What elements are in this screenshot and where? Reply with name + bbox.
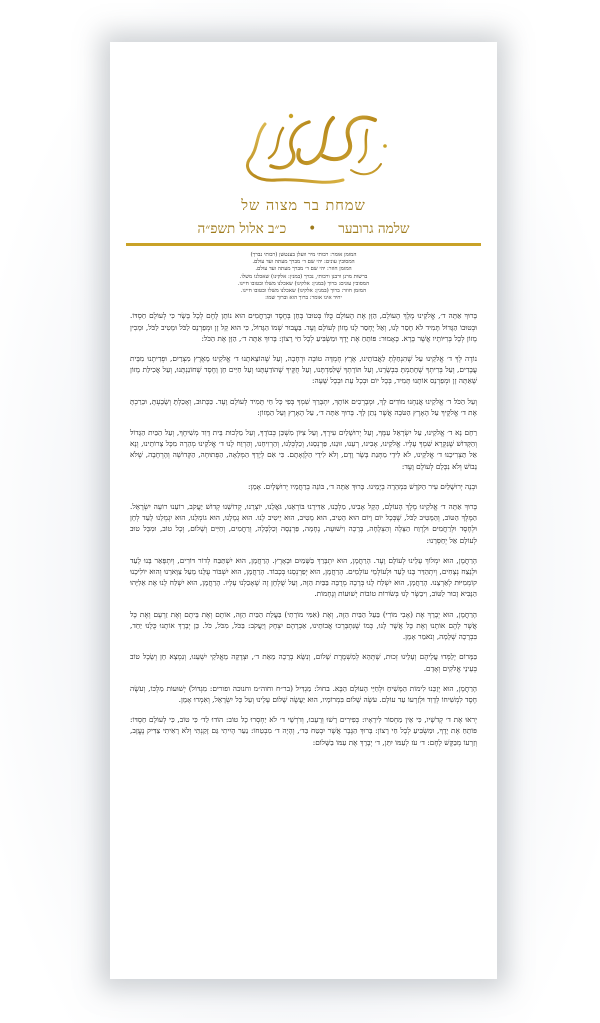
gold-divider [126, 243, 481, 246]
event-details [130, 221, 477, 237]
zimun-line: המסובין עונים: יהי שם ד׳ מברך מעתה ועד עולם. [252, 259, 355, 266]
paragraph: הָרַחֲמָן, הוּא יְזַכֵּנוּ לִימוֹת הַמָּשִׁיחַ וּלְחַיֵּי הָעוֹלָם הַבָּא. בחול: מַגְדִּיל (בר״ח וחוה״מ וחנוכה ופורים: מִגְדּוֹל) יְשׁוּעוֹת מַלְכּוֹ, וְעֹשֶׂה חֶסֶד לִמְשִׁיחוֹ לְדָוִד וּלְזַרְעוֹ עַד עוֹלָם. עֹשֶׂה שָׁלוֹם בִּמְרוֹמָיו, הוּא יַעֲשֶׂה שָׁלוֹם עָלֵינוּ וְעַל כָּל יִשְׂרָאֵל, וְאִמְרוּ אָמֵן. [130, 683, 477, 704]
zimun-line: ברשות מרנן ורבנן ורבותי, נברך (במנין: אלקינו) שאכלנו משלו. [239, 273, 368, 280]
paragraph: בָּרוּךְ אַתָּה ד׳ אֱלֹקֵינוּ מֶלֶךְ הָעוֹלָם, הָקֵל אָבִינוּ, מַלְכֵּנוּ, אַדִּירֵנוּ בּוֹרְאֵנוּ, גֹּאֲלֵנוּ, יוֹצְרֵנוּ, קְדוֹשֵׁנוּ קְדוֹשׁ יַעֲקֹב, רוֹעֵנוּ רוֹעֵה יִשְׂרָאֵל. הַמֶּלֶךְ הַטּוֹב, וְהַמֵּטִיב לַכֹּל, שֶׁבְּכָל יוֹם וָיוֹם הוּא הֵטִיב, הוּא מֵטִיב, הוּא יֵיטִיב לָנוּ. הוּא גְמָלָנוּ, הוּא גוֹמְלֵנוּ, הוּא יִגְמְלֵנוּ לָעַד לְחֵן וּלְחֶסֶד וּלְרַחֲמִים וּלְרֶוַח הַצָּלָה וְהַצְלָחָה, בְּרָכָה וִישׁוּעָה, נֶחָמָה, פַּרְנָסָה וְכַלְכָּלָה, וְרַחֲמִים, וְחַיִּים וְשָׁלוֹם, וְכָל טוֹב, וּמִכָּל טוּב לְעוֹלָם אַל יְחַסְּרֵנוּ: [130, 502, 477, 545]
event-date: כ״ב אלול תשפ״ה [197, 221, 287, 237]
zimun-line: המזמן חוזר: יהי שם ד׳ מברך מעתה ועד עולם. [255, 266, 352, 273]
paragraph: הָרַחֲמָן, הוּא יִמְלוֹךְ עָלֵינוּ לְעוֹלָם וָעֶד. הָרַחֲמָן, הוּא יִתְבָּרַךְ בַּשָּׁמַיִם וּבָאָרֶץ. הָרַחֲמָן, הוּא יִשְׁתַּבַּח לְדוֹר דּוֹרִים, וְיִתְפָּאַר בָּנוּ לָעַד וּלְנֵצַח נְצָחִים, וְיִתְהַדַּר בָּנוּ לָעַד וּלְעוֹלְמֵי עוֹלָמִים. הָרַחֲמָן, הוּא יְפַרְנְסֵנוּ בְּכָבוֹד. הָרַחֲמָן, הוּא יִשְׁבּוֹר עֻלֵּנוּ מֵעַל צַוָּארֵנוּ וְהוּא יוֹלִיכֵנוּ קוֹמְמִיּוּת לְאַרְצֵנוּ. הָרַחֲמָן, הוּא יִשְׁלַח לָנוּ בְּרָכָה מְרֻבָּה בַּבַּיִת הַזֶּה, וְעַל שֻׁלְחָן זֶה שֶׁאָכַלְנוּ עָלָיו. הָרַחֲמָן, הוּא יִשְׁלַח לָנוּ אֶת אֵלִיָּהוּ הַנָּבִיא זָכוּר לַטּוֹב, וִיבַשֶּׂר לָנוּ בְּשׂוֹרוֹת טוֹבוֹת יְשׁוּעוֹת וְנֶחָמוֹת. [130, 555, 477, 599]
zimun-intro [199, 252, 409, 302]
zimun-line: המזמן חוזר: ברוך (במנין: אלקינו) שאכלנו משלו ובטובו חיינו. [240, 288, 367, 295]
paragraph: בַּמָּרוֹם יְלַמְּדוּ עֲלֵיהֶם וְעָלֵינוּ זְכוּת, שֶׁתְּהֵא לְמִשְׁמֶרֶת שָׁלוֹם, וְנִשָּׂא בְרָכָה מֵאֵת ד׳, וּצְדָקָה מֵאֱלֹקֵי יִשְׁעֵנוּ, וְנִמְצָא חֵן וְשֵׂכֶל טוֹב בְּעֵינֵי אֱלֹקִים וְאָדָם. [130, 652, 477, 673]
child-name: שלמה גרובער [338, 221, 410, 237]
event-title: שמחת בר מצוה של [241, 198, 366, 214]
zimun-line: יחיד אינו אומר: ברוך הוא וברוך שמו: [265, 295, 342, 302]
paragraph: הָרַחֲמָן, הוּא יְבָרֵךְ אֶת (אָבִי מוֹרִי) בַּעַל הַבַּיִת הַזֶּה, וְאֶת (אִמִּי מוֹרָתִי) בַּעֲלַת הַבַּיִת הַזֶּה, אוֹתָם וְאֶת בֵּיתָם וְאֶת זַרְעָם וְאֶת כָּל אֲשֶׁר לָהֶם אוֹתָנוּ וְאֶת כָּל אֲשֶׁר לָנוּ, כְּמוֹ שֶׁנִּתְבָּרְכוּ אֲבוֹתֵינוּ, אַבְרָהָם יִצְחָק וְיַעֲקֹב: בַּכֹּל, מִכֹּל, כֹּל. כֵּן יְבָרֵךְ אוֹתָנוּ כֻּלָּנוּ יַחַד, בִּבְרָכָה שְׁלֵמָה, וְנֹאמַר אָמֵן. [130, 609, 477, 642]
paragraph: וְעַל הַכֹּל ד׳ אֱלֹקֵינוּ אֲנַחְנוּ מוֹדִים לָךְ, וּמְבָרְכִים אוֹתָךְ, יִתְבָּרַךְ שִׁמְךָ בְּפִי כָּל חַי תָּמִיד לְעוֹלָם וָעֶד. כַּכָּתוּב, וְאָכַלְתָּ וְשָׂבָעְתָּ, וּבֵרַכְתָּ אֶת ד׳ אֱלֹקֶיךָ עַל הָאָרֶץ הַטֹּבָה אֲשֶׁר נָתַן לָךְ. בָּרוּךְ אַתָּה ד׳, עַל הָאָרֶץ וְעַל הַמָּזוֹן: [130, 396, 477, 417]
paragraph: יְראוּ אֶת ד׳ קְדֹשָׁיו, כִּי אֵין מַחְסוֹר לִירֵאָיו: כְּפִירִים רָשׁוּ וְרָעֵבוּ, וְדֹרְשֵׁי ד׳ לֹא יַחְסְרוּ כָל טוֹב: הוֹדוּ לַד׳ כִּי טוֹב, כִּי לְעוֹלָם חַסְדּוֹ: פּוֹתֵחַ אֶת יָדֶךָ, וּמַשְׂבִּיעַ לְכָל חַי רָצוֹן: בָּרוּךְ הַגֶּבֶר אֲשֶׁר יִבְטַח בַּד׳, וְהָיָה ד׳ מִבְטַחוֹ: נַעַר הָיִיתִי גַּם זָקַנְתִּי וְלֹא רָאִיתִי צַדִּיק נֶעֱזָב, וְזַרְעוֹ מְבַקֶּשׁ לָחֶם: ד׳ עֹז לְעַמּוֹ יִתֵּן, ד׳ יְבָרֵךְ אֶת עַמּוֹ בַשָּׁלוֹם: [130, 715, 477, 747]
separator-dot: • [308, 221, 317, 237]
paragraph: רַחֵם נָא ד׳ אֱלֹקֵינוּ, עַל יִשְׂרָאֵל עַמֶּךָ, וְעַל יְרוּשָׁלַיִם עִירֶךָ, וְעַל צִיּוֹן מִשְׁכַּן כְּבוֹדֶךָ, וְעַל מַלְכוּת בֵּית דָּוִד מְשִׁיחֶךָ, וְעַל הַבַּיִת הַגָּדוֹל וְהַקָּדוֹשׁ שֶׁנִּקְרָא שִׁמְךָ עָלָיו. אֱלֹקֵינוּ, אָבִינוּ, רְעֵנוּ, זוּנֵנוּ, פַּרְנְסֵנוּ, וְכַלְכְּלֵנוּ, וְהַרְוִיחֵנוּ, וְהַרְוַח לָנוּ ד׳ אֱלֹקֵינוּ מְהֵרָה מִכָּל צָרוֹתֵינוּ, וְנָא אַל תַּצְרִיכֵנוּ ד׳ אֱלֹקֵינוּ, לֹא לִידֵי מַתְּנַת בָּשָׂר וָדָם, וְלֹא לִידֵי הַלְוָאָתָם. כִּי אִם לְיָדְךָ הַמְּלֵאָה, הַפְּתוּחָה, הַקְּדוֹשָׁה וְהָרְחָבָה, שֶׁלֹּא נֵבוֹשׁ וְלֹא נִכָּלֵם לְעוֹלָם וָעֶד: [130, 428, 477, 471]
birkat-hamazon-text [130, 310, 477, 747]
zimun-line: המזמן אומר: רבותי מיר וועלן בענטשן (רבותי נברך) [250, 252, 357, 258]
paragraph: נוֹדֶה לְּךָ ד׳ אֱלֹקֵינוּ עַל שֶׁהִנְחַלְתָּ לַאֲבוֹתֵינוּ, אֶרֶץ חֶמְדָּה טוֹבָה וּרְחָבָה, וְעַל שֶׁהוֹצֵאתָנוּ ד׳ אֱלֹקֵינוּ מֵאֶרֶץ מִצְרַיִם, וּפְדִיתָנוּ מִבֵּית עֲבָדִים, וְעַל בְּרִיתְךָ שֶׁחָתַמְתָּ בִּבְשָׂרֵנוּ, וְעַל תּוֹרָתְךָ שֶׁלִּמַּדְתָּנוּ, וְעַל חֻקֶּיךָ שֶׁהוֹדַעְתָּנוּ וְעַל חַיִּים חֵן וָחֶסֶד שֶׁחוֹנַנְתָּנוּ, וְעַל אֲכִילַת מָזוֹן שָׁאַתָּה זָן וּמְפַרְנֵס אוֹתָנוּ תָּמִיד, בְּכָל יוֹם וּבְכָל עֵת וּבְכָל שָׁעָה: [130, 354, 477, 386]
bentcher-card [110, 42, 497, 979]
logo-area [130, 100, 477, 196]
zimun-line: המסובין עונים: ברוך (במנין: אלקינו) שאכלנו משלו ובטובו חיינו. [237, 280, 370, 287]
paragraph: בָּרוּךְ אַתָּה ד׳, אֱלֹקֵינוּ מֶלֶךְ הָעוֹלָם, הַזָּן אֶת הָעוֹלָם כֻּלּוֹ בְּטוּבוֹ בְּחֵן בְּחֶסֶד וּבְרַחֲמִים הוּא נוֹתֵן לֶחֶם לְכָל בָּשָׂר כִּי לְעוֹלָם חַסְדּוֹ. וּבְטוּבוֹ הַגָּדוֹל תָּמִיד לֹא חָסַר לָנוּ, וְאַל יֶחְסַר לָנוּ מָזוֹן לְעוֹלָם וָעֶד. בַּעֲבוּר שְׁמוֹ הַגָּדוֹל, כִּי הוּא קֵל זָן וּמְפַרְנֵס לַכֹּל וּמֵטִיב לַכֹּל, וּמֵכִין מָזוֹן לְכָל בְּרִיּוֹתָיו אֲשֶׁר בָּרָא. כָּאָמוּר: פּוֹתֵחַ אֶת יָדֶךָ וּמַשְׂבִּיעַ לְכָל חַי רָצוֹן: בָּרוּךְ אַתָּה ד׳, הַזָּן אֶת הַכֹּל: [130, 311, 477, 343]
paragraph: וּבְנֵה יְרוּשָׁלַיִם עִיר הַקֹּדֶשׁ בִּמְהֵרָה בְיָמֵינוּ. בָּרוּךְ אַתָּה ד׳, בּוֹנֵה בְרַחֲמָיו יְרוּשָׁלָיִם. אָמֵן: [248, 481, 477, 491]
